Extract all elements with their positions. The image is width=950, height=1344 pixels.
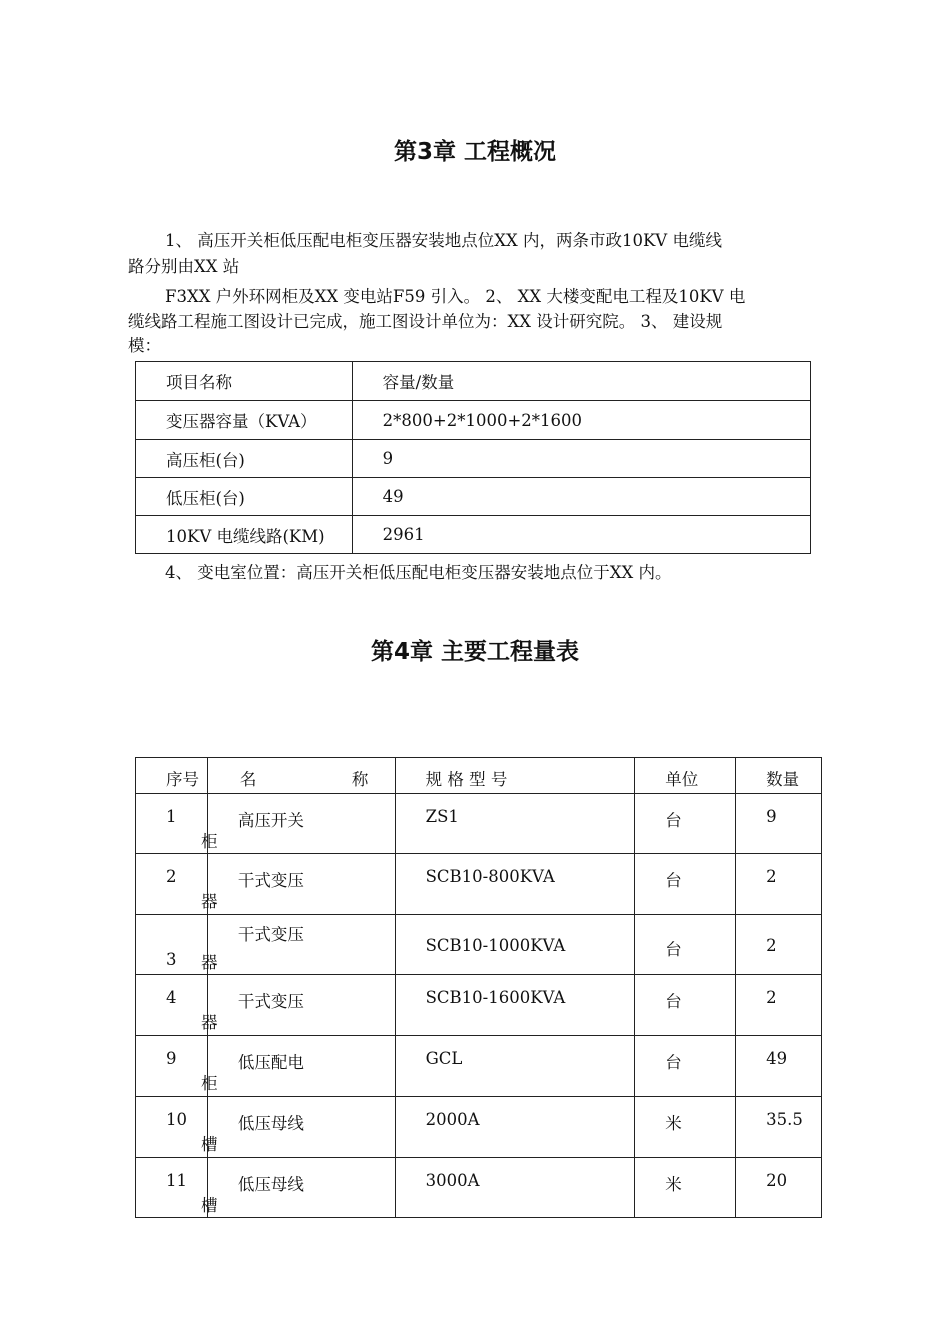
- table-header-cell: 数量: [736, 758, 822, 794]
- table-row: [136, 1158, 822, 1218]
- table-cell: 3000A: [395, 1158, 635, 1218]
- table-row: [136, 478, 811, 516]
- table-row: [136, 975, 822, 1036]
- chapter3-title: 第3章 工程概况: [393, 139, 556, 165]
- table-cell: 1 柜: [136, 794, 208, 854]
- quantity-table: [135, 757, 822, 1218]
- table-cell: 低压母线: [207, 1097, 395, 1158]
- table-cell: 2961: [352, 516, 810, 554]
- paragraph-line: 4、 变电室位置：高压开关柜低压配电柜变压器安装地点位于XX 内。: [165, 563, 672, 582]
- table-cell: 4 器: [136, 975, 208, 1036]
- table-cell: 3 器: [136, 915, 208, 975]
- table-cell: 2: [736, 915, 822, 975]
- table-cell: 米: [635, 1158, 736, 1218]
- table-cell: SCB10-800KVA: [395, 854, 635, 915]
- table-cell: 2 器: [136, 854, 208, 915]
- table-cell: 高压柜(台): [136, 440, 353, 478]
- table-cell: 台: [635, 915, 736, 975]
- paragraph-line: 模：: [128, 336, 161, 355]
- paragraph-line: 1、 高压开关柜低压配电柜变压器安装地点位XX 内，两条市政10KV 电缆线: [165, 231, 722, 250]
- table-cell: 9 柜: [136, 1036, 208, 1097]
- chapter4-title: 第4章 主要工程量表: [370, 639, 579, 665]
- table-cell: 2000A: [395, 1097, 635, 1158]
- table-cell: 高压开关: [207, 794, 395, 854]
- table-cell: 干式变压: [207, 915, 395, 975]
- table-row: [136, 854, 822, 915]
- paragraph-line: F3XX 户外环网柜及XX 变电站F59 引入。 2、 XX 大楼变配电工程及10KV 电: [165, 287, 746, 306]
- table-cell: 10 槽: [136, 1097, 208, 1158]
- table-cell: 35.5: [736, 1097, 822, 1158]
- table-header-cell: 名 称: [207, 758, 395, 794]
- table-row: [136, 401, 811, 440]
- table-row: [136, 915, 822, 975]
- scale-table: [135, 361, 811, 554]
- table-cell: 9: [352, 440, 810, 478]
- table-cell: 变压器容量（KVA）: [136, 401, 353, 440]
- table-cell: 2*800+2*1000+2*1600: [352, 401, 810, 440]
- table-cell: 台: [635, 794, 736, 854]
- table-header-cell: 单位: [635, 758, 736, 794]
- table-cell: 台: [635, 1036, 736, 1097]
- table-cell: 9: [736, 794, 822, 854]
- table-row: [136, 1036, 822, 1097]
- table-cell: 10KV 电缆线路(KM): [136, 516, 353, 554]
- table-header-cell: 序号: [136, 758, 208, 794]
- table-cell: ZS1: [395, 794, 635, 854]
- table-row: [136, 440, 811, 478]
- table-cell: 低压母线: [207, 1158, 395, 1218]
- table-row: [136, 1097, 822, 1158]
- table-cell: 米: [635, 1097, 736, 1158]
- table-cell: GCL: [395, 1036, 635, 1097]
- table-cell: SCB10-1600KVA: [395, 975, 635, 1036]
- table-cell: SCB10-1000KVA: [395, 915, 635, 975]
- table-cell: 2: [736, 854, 822, 915]
- table-cell: 干式变压: [207, 854, 395, 915]
- table-cell: 低压柜(台): [136, 478, 353, 516]
- table-header-cell: 项目名称: [136, 362, 353, 401]
- table-cell: 低压配电: [207, 1036, 395, 1097]
- table-header-cell: 规 格 型 号: [395, 758, 635, 794]
- table-row: [136, 516, 811, 554]
- table-cell: 2: [736, 975, 822, 1036]
- table-cell: 台: [635, 975, 736, 1036]
- table-header-row: [136, 758, 822, 794]
- table-cell: 49: [736, 1036, 822, 1097]
- table-cell: 台: [635, 854, 736, 915]
- table-row: [136, 794, 822, 854]
- table-cell: 20: [736, 1158, 822, 1218]
- table-cell: 49: [352, 478, 810, 516]
- paragraph-line: 缆线路工程施工图设计已完成，施工图设计单位为：XX 设计研究院。 3、 建设规: [128, 312, 723, 331]
- table-header-cell: 容量/数量: [352, 362, 810, 401]
- paragraph-line: 路分别由XX 站: [128, 257, 240, 276]
- table-header-row: [136, 362, 811, 401]
- table-cell: 11 槽: [136, 1158, 208, 1218]
- table-cell: 干式变压: [207, 975, 395, 1036]
